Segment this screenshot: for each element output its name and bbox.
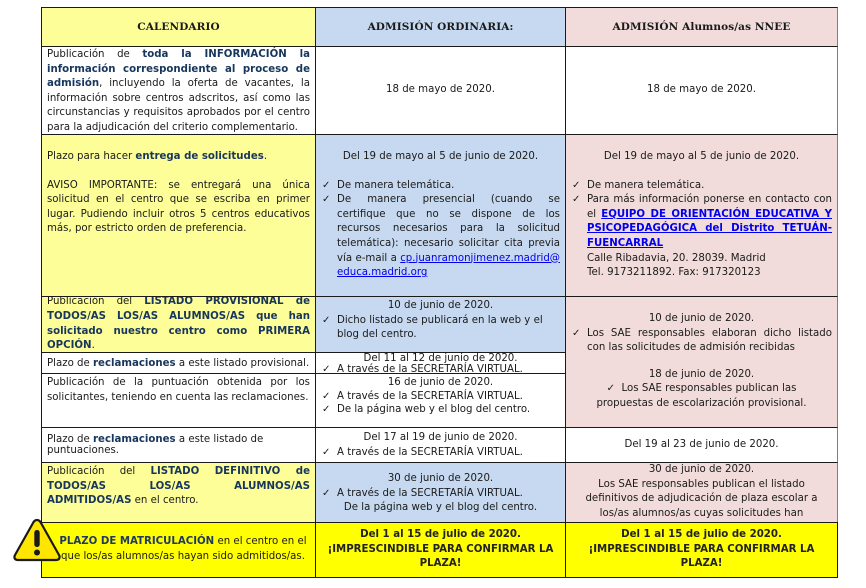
check-icon: ✓ (322, 179, 331, 191)
text: A través de la SECRETARÍA VIRTUAL. (337, 364, 523, 374)
text: Publicación del (47, 466, 151, 477)
text: De manera presencial (cuando se certifique que no se dispone de los recursos necesarios para la solicitud telemática): necesario solicitar cita previa vía e-mail a (337, 194, 560, 264)
date: Del 1 al 15 de julio de 2020. (360, 529, 521, 541)
date: 30 de junio de 2020. (648, 464, 755, 475)
extra-text: De la página web y el blog del centro. (343, 502, 538, 514)
check-icon: ✓ (572, 179, 581, 191)
row8-nnee (565, 522, 838, 578)
text: en el centro. (131, 495, 199, 507)
row7-nnee (565, 462, 838, 523)
text: Plazo para hacer (47, 151, 136, 162)
date: 18 de mayo de 2020. (386, 84, 495, 96)
row8-calendar (41, 522, 316, 578)
text: Plazo de (47, 357, 94, 369)
important-notice: AVISO IMPORTANTE: se entregará una única solicitud en el centro que se escriba en primer lugar. Pudiendo incluir otros 5 centros educativos más, por estricto orden de preferencia. (47, 179, 310, 235)
row6-ordinary (315, 427, 566, 463)
date: Del 17 al 19 de junio de 2020. (363, 432, 518, 443)
row3-calendar (41, 296, 316, 353)
row7-calendar (41, 462, 316, 523)
row7-ordinary (315, 462, 566, 523)
row2-ordinary (315, 134, 566, 297)
warning-triangle-icon (12, 517, 62, 563)
list-item (321, 403, 560, 417)
date: Del 19 de mayo al 5 de junio de 2020. (342, 151, 539, 162)
list-item (571, 327, 832, 356)
row1-calendar (41, 46, 316, 135)
list-item (321, 179, 560, 194)
row6-nnee (565, 427, 838, 463)
text: A través de la SECRETARÍA VIRTUAL. (337, 446, 523, 458)
text: Publicación de la puntuación obtenida por los solicitantes, teniendo en cuenta las reclamaciones. (47, 377, 310, 403)
check-icon: ✓ (322, 390, 331, 402)
text: Publicación del (47, 296, 145, 308)
bold-text: reclamaciones (93, 357, 176, 369)
list-item (571, 179, 832, 194)
row6-calendar (41, 427, 316, 463)
text: A través de la SECRETARÍA VIRTUAL. (337, 390, 523, 402)
bold-text: entrega de solicitudes (135, 151, 264, 162)
list-item (321, 193, 560, 281)
text: Plazo de (47, 434, 94, 445)
phone-fax: Tel. 9173211892. Fax: 917320123 (587, 267, 761, 279)
row3-5-nnee (565, 296, 838, 428)
header-calendario (41, 7, 316, 47)
check-icon: ✓ (322, 487, 331, 499)
text: Los SAE responsables publican el listado definitivos de adjudicación de plaza escolar a los/as alumnos/as cuyas solicitudes han (585, 478, 818, 519)
check-icon: ✓ (322, 404, 331, 415)
check-icon: ✓ (322, 314, 331, 326)
text: en el centro en el que los/as alumnos/as hayan sido admitidos/as. (61, 536, 307, 562)
address: Calle Ribadavia, 20. 28039. Madrid (587, 252, 766, 264)
text: De la página web y el blog del centro. (337, 404, 531, 415)
check-icon: ✓ (572, 194, 581, 206)
date: Del 1 al 15 de julio de 2020. (621, 529, 782, 541)
row2-calendar (41, 134, 316, 297)
notice: ¡IMPRESCINDIBLE PARA CONFIRMAR LA PLAZA! (588, 543, 815, 570)
list-item (321, 390, 560, 404)
date: Del 11 al 12 de junio de 2020. (363, 353, 518, 364)
check-icon: ✓ (322, 364, 331, 374)
text: a este listado de puntuaciones. (47, 434, 264, 456)
bold-text: PLAZO DE MATRICULACIÓN (59, 536, 215, 548)
text: a este listado provisional. (175, 357, 310, 369)
date: 10 de junio de 2020. (648, 313, 755, 324)
text: A través de la SECRETARÍA VIRTUAL. (337, 487, 523, 499)
header-label: ADMISIÓN ORDINARIA: (367, 21, 514, 33)
list-item (321, 487, 560, 502)
header-admision-ordinaria (315, 7, 566, 47)
date: 30 de junio de 2020. (387, 473, 494, 484)
list-item (321, 446, 560, 461)
bold-text: LISTADO PROVISIONAL de TODOS/AS LOS/AS ALUMNOS/AS que han solicitado nuestro centro como PRIMERA OPCIÓN (47, 296, 311, 352)
row8-ordinary (315, 522, 566, 578)
row4-calendar (41, 352, 316, 374)
check-icon: ✓ (572, 327, 581, 339)
text: Publicación de (47, 49, 143, 60)
text: De manera telemática. (587, 179, 705, 191)
date: 18 de junio de 2020. (648, 368, 755, 380)
bold-text: reclamaciones (93, 434, 176, 445)
text: Los SAE responsables publican las propuestas de escolarización provisional. (596, 383, 807, 409)
row3-ordinary (315, 296, 566, 353)
header-label: ADMISIÓN Alumnos/as NNEE (612, 21, 791, 33)
text: De manera telemática. (337, 179, 455, 191)
notice: ¡IMPRESCINDIBLE PARA CONFIRMAR LA PLAZA! (327, 543, 554, 570)
text: . (91, 340, 95, 352)
check-icon: ✓ (322, 194, 331, 206)
row1-nnee (565, 46, 838, 135)
text: , incluyendo la oferta de vacantes, la información sobre centros adscritos, así como las circunstancias y requisitos aprobados por el centro para la adjudicación del criterio complementario. (47, 78, 310, 133)
row4-ordinary (315, 352, 566, 374)
date: Del 19 al 23 de junio de 2020. (624, 438, 779, 450)
bold-text: LISTADO DEFINITIVO de TODOS/AS LOS/AS ALUMNOS/AS ADMITIDOS/AS (47, 466, 310, 507)
text: Para más información ponerse en contacto con el (587, 194, 832, 220)
list-item (571, 382, 832, 411)
row2-nnee (565, 134, 838, 297)
row5-ordinary (315, 373, 566, 428)
row1-ordinary (315, 46, 566, 135)
text: . (263, 151, 268, 162)
text: Dicho listado se publicará en la web y el blog del centro. (337, 314, 543, 341)
check-icon: ✓ (322, 446, 331, 458)
text: Los SAE responsables elaboran dicho listado con las solicitudes de admisión recibidas (587, 327, 832, 354)
date: Del 19 de mayo al 5 de junio de 2020. (603, 151, 800, 162)
date: 10 de junio de 2020. (387, 300, 494, 311)
header-label: CALENDARIO (137, 21, 220, 33)
date: 16 de junio de 2020. (387, 377, 494, 388)
row5-calendar (41, 373, 316, 428)
check-icon: ✓ (606, 383, 622, 395)
header-admision-nnee (565, 7, 838, 47)
row2-title (47, 150, 310, 165)
eoep-link[interactable]: EQUIPO DE ORIENTACIÓN EDUCATIVA Y PSICOPEDAGÓGICA del Distrito TETUÁN-FUENCARRAL (587, 208, 832, 249)
bold-text: toda la INFORMACIÓN la información correspondiente al proceso de admisión (47, 49, 310, 90)
email-link[interactable]: cp.juanramonjimenez.madrid@educa.madrid.org (337, 252, 560, 279)
list-item (321, 314, 560, 343)
date: 18 de mayo de 2020. (647, 84, 756, 96)
list-item (571, 193, 832, 281)
